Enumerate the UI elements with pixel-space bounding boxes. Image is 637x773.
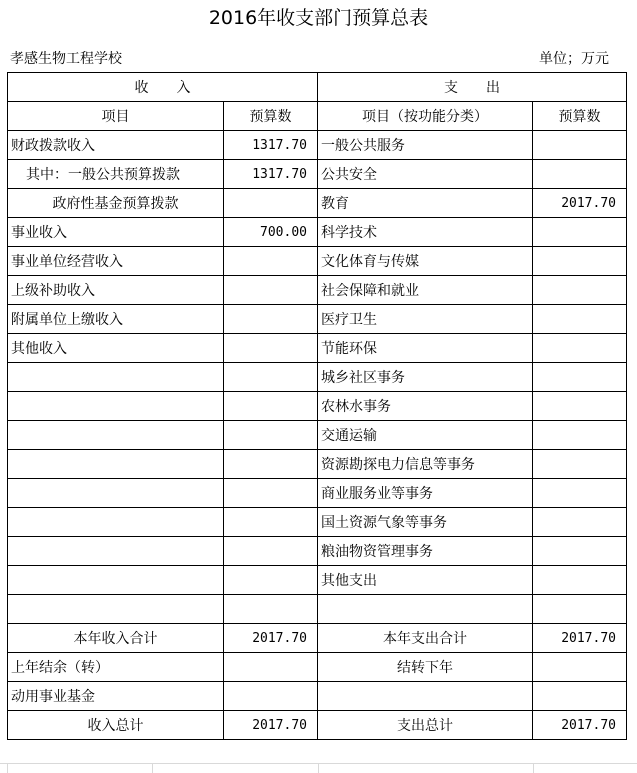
table-row: [8, 131, 627, 160]
table-row-grand-total: [8, 711, 627, 740]
table-row-fund: [8, 682, 627, 711]
income-value-cell: [224, 421, 318, 450]
table-row-total: [8, 624, 627, 653]
expense-item-cell: 国土资源气象等事务: [318, 508, 533, 537]
expense-value-cell: [533, 305, 627, 334]
income-total-label: 本年收入合计: [8, 624, 224, 653]
income-item-cell: 政府性基金预算拨款: [8, 189, 224, 218]
expense-item-cell: 粮油物资管理事务: [318, 537, 533, 566]
business-fund-value: [224, 682, 318, 711]
income-value-cell: [224, 305, 318, 334]
income-value-cell: [224, 334, 318, 363]
grand-expense-label: 支出总计: [318, 711, 533, 740]
income-value-cell: [224, 508, 318, 537]
empty-cell: [533, 682, 627, 711]
carry-forward-label: 结转下年: [318, 653, 533, 682]
budget-header: 预算数: [224, 102, 318, 131]
income-value-cell: [224, 276, 318, 305]
budget-header-2: 预算数: [533, 102, 627, 131]
income-value-cell: 1317.70: [224, 160, 318, 189]
expense-item-cell: 城乡社区事务: [318, 363, 533, 392]
expense-item-cell: 其他支出: [318, 566, 533, 595]
expense-value-cell: [533, 247, 627, 276]
income-value-cell: [224, 595, 318, 624]
expense-header: 支 出: [318, 73, 627, 102]
table-row: [8, 334, 627, 363]
expense-value-cell: [533, 218, 627, 247]
expense-value-cell: [533, 131, 627, 160]
page-title: 2016年收支部门预算总表: [208, 7, 429, 29]
table-row: [8, 508, 627, 537]
expense-item-cell: 医疗卫生: [318, 305, 533, 334]
grand-income-value: 2017.70: [224, 711, 318, 740]
expense-item-cell: 教育: [318, 189, 533, 218]
table-row: [8, 595, 627, 624]
table-row: [8, 160, 627, 189]
table-row: [8, 479, 627, 508]
expense-item-cell: 农林水事务: [318, 392, 533, 421]
income-item-cell: 其中：一般公共预算拨款: [8, 160, 224, 189]
income-value-cell: 700.00: [224, 218, 318, 247]
income-item-cell: [8, 508, 224, 537]
empty-cell: [318, 682, 533, 711]
expense-value-cell: 2017.70: [533, 189, 627, 218]
item-function-header: 项目（按功能分类）: [318, 102, 533, 131]
business-fund-label: 动用事业基金: [8, 682, 224, 711]
unit-label: 单位；万元: [539, 51, 609, 67]
table-row: [8, 363, 627, 392]
expense-value-cell: [533, 334, 627, 363]
expense-item-cell: 节能环保: [318, 334, 533, 363]
income-value-cell: [224, 566, 318, 595]
table-subheader-row: [8, 102, 627, 131]
income-value-cell: [224, 189, 318, 218]
expense-value-cell: [533, 450, 627, 479]
subheader: [0, 40, 637, 72]
expense-value-cell: [533, 392, 627, 421]
table-row: [8, 392, 627, 421]
expense-item-cell: [318, 595, 533, 624]
income-item-cell: [8, 363, 224, 392]
income-value-cell: [224, 363, 318, 392]
expense-item-cell: 一般公共服务: [318, 131, 533, 160]
grand-income-label: 收入总计: [8, 711, 224, 740]
expense-total-value: 2017.70: [533, 624, 627, 653]
grand-expense-value: 2017.70: [533, 711, 627, 740]
school-name: 孝感生物工程学校: [10, 51, 122, 67]
income-value-cell: [224, 392, 318, 421]
income-value-cell: 1317.70: [224, 131, 318, 160]
table-row: [8, 566, 627, 595]
prior-balance-value: [224, 653, 318, 682]
budget-table: [7, 72, 627, 740]
income-item-cell: 事业收入: [8, 218, 224, 247]
carry-forward-value: [533, 653, 627, 682]
income-item-cell: [8, 566, 224, 595]
income-value-cell: [224, 247, 318, 276]
income-item-cell: 其他收入: [8, 334, 224, 363]
expense-value-cell: [533, 595, 627, 624]
expense-item-cell: 商业服务业等事务: [318, 479, 533, 508]
table-row: [8, 218, 627, 247]
expense-total-label: 本年支出合计: [318, 624, 533, 653]
income-item-cell: [8, 595, 224, 624]
income-header: 收 入: [8, 73, 318, 102]
income-item-cell: 上级补助收入: [8, 276, 224, 305]
income-item-cell: 事业单位经营收入: [8, 247, 224, 276]
expense-value-cell: [533, 363, 627, 392]
income-item-cell: [8, 537, 224, 566]
expense-item-cell: 公共安全: [318, 160, 533, 189]
income-item-cell: [8, 392, 224, 421]
table-row: [8, 450, 627, 479]
expense-value-cell: [533, 508, 627, 537]
expense-value-cell: [533, 276, 627, 305]
income-item-cell: [8, 450, 224, 479]
income-value-cell: [224, 479, 318, 508]
expense-value-cell: [533, 566, 627, 595]
expense-value-cell: [533, 537, 627, 566]
expense-value-cell: [533, 421, 627, 450]
table-row: [8, 305, 627, 334]
table-header-row: [8, 73, 627, 102]
expense-item-cell: 科学技术: [318, 218, 533, 247]
prior-balance-label: 上年结余（转）: [8, 653, 224, 682]
income-item-cell: 附属单位上缴收入: [8, 305, 224, 334]
income-value-cell: [224, 537, 318, 566]
income-total-value: 2017.70: [224, 624, 318, 653]
expense-item-cell: 文化体育与传媒: [318, 247, 533, 276]
income-value-cell: [224, 450, 318, 479]
table-row: [8, 189, 627, 218]
income-item-cell: 财政拨款收入: [8, 131, 224, 160]
item-header: 项目: [8, 102, 224, 131]
table-row: [8, 421, 627, 450]
table-row: [8, 537, 627, 566]
income-item-cell: [8, 479, 224, 508]
table-row: [8, 276, 627, 305]
expense-item-cell: 资源勘探电力信息等事务: [318, 450, 533, 479]
expense-value-cell: [533, 160, 627, 189]
table-row-balance: [8, 653, 627, 682]
expense-item-cell: 交通运输: [318, 421, 533, 450]
income-item-cell: [8, 421, 224, 450]
table-row: [8, 247, 627, 276]
expense-item-cell: 社会保障和就业: [318, 276, 533, 305]
expense-value-cell: [533, 479, 627, 508]
